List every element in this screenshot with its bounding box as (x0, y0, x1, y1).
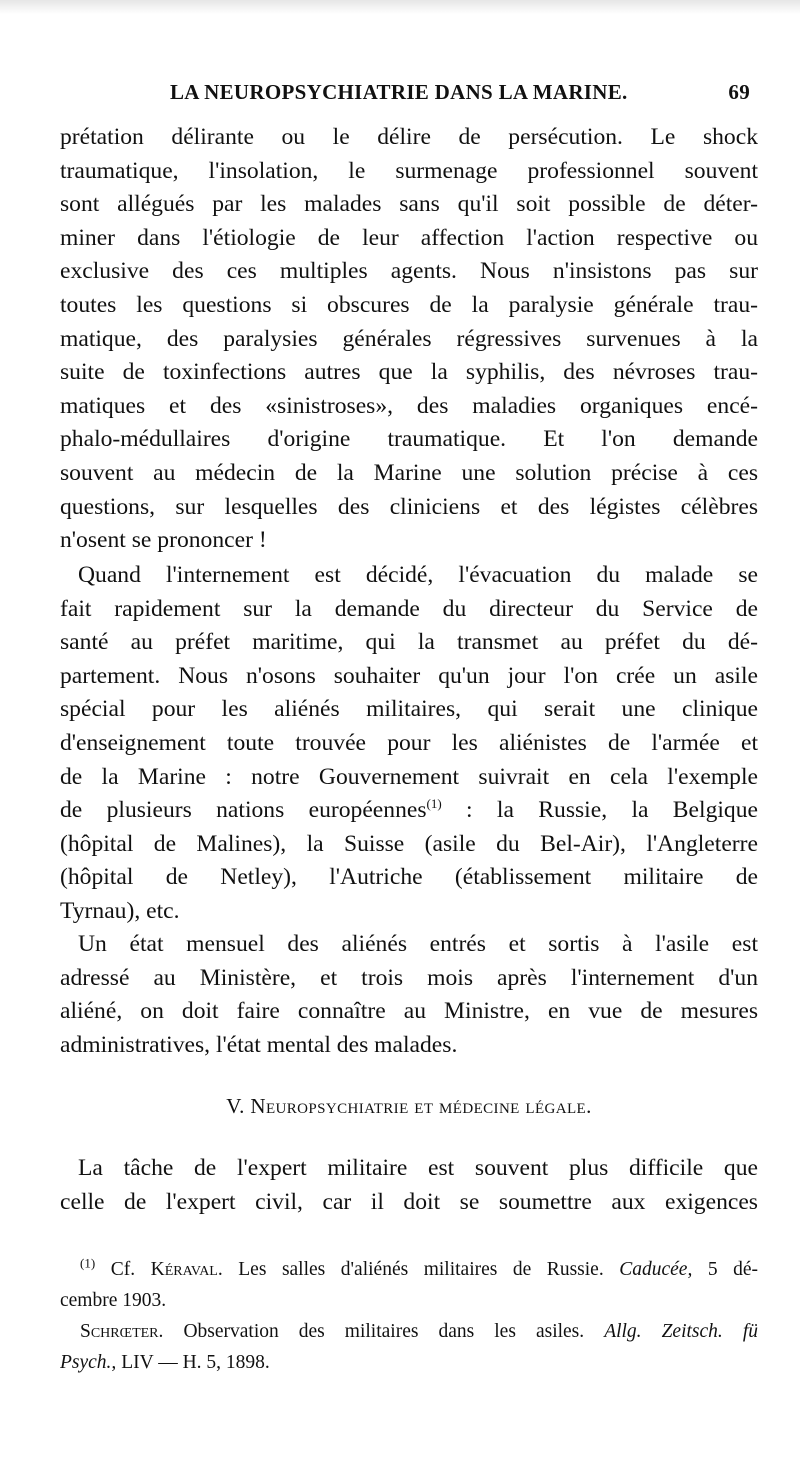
text-line: phalo-médullaires d'origine traumatique. Et l'on demande (60, 426, 758, 453)
page-number: 69 (728, 80, 750, 104)
footnote-cf: Cf. (110, 1259, 136, 1280)
footnote-2-continued (60, 1347, 758, 1378)
text-line: fait rapidement sur la demande du directeur du Service de (60, 595, 758, 622)
text-line: traumatique, l'insolation, le surmenage professionnel souvent (60, 157, 758, 184)
paragraph-4 (60, 1152, 758, 1219)
footnote-text: Observation des militaires dans les asiles. (183, 1321, 585, 1342)
footnote-journal: Allg. Zeitsch. fü (604, 1321, 758, 1342)
text-line: matique, des paralysies générales régressives survenues à la (60, 325, 758, 352)
running-title: LA NEUROPSYCHIATRIE DANS LA MARINE. (170, 80, 628, 104)
text-line: celle de l'expert civil, car il doit se soumettre aux exigences (60, 1188, 758, 1215)
text-line: partement. Nous n'osons souhaiter qu'un jour l'on crée un asile (60, 662, 758, 689)
text-line: Tyrnau), etc. (60, 897, 180, 924)
footnotes (60, 1254, 758, 1378)
footnote-reference[interactable]: (1) (426, 796, 442, 812)
text-line: questions, sur lesquelles des cliniciens et des légistes célèbres (60, 493, 758, 520)
footnote-ref-detail: LIV — H. 5, 1898. (121, 1352, 270, 1373)
section-number: V. (226, 1094, 245, 1118)
text-line: suite de toxinfections autres que la syphilis, des névroses trau- (60, 359, 758, 386)
text-line: exclusive des ces multiples agents. Nous n'insistons pas sur (60, 258, 758, 285)
text-line: La tâche de l'expert militaire est souvent plus difficile que (78, 1155, 758, 1181)
footnote-text: Les salles d'aliénés militaires de Russie. (238, 1259, 604, 1280)
footnote-author: Schrœter. (80, 1321, 164, 1342)
text-line: aliéné, on doit faire connaître au Ministre, en vue de mesures (60, 998, 758, 1025)
text-line: toutes les questions si obscures de la paralysie générale trau- (60, 291, 758, 318)
text-segment: : la Russie, la Belgique (441, 797, 758, 824)
text-line: miner dans l'étiologie de leur affection l'action respective ou (60, 224, 758, 251)
text-line: sont allégués par les malades sans qu'il soit possible de déter- (60, 191, 758, 218)
footnote-date: 5 dé- (707, 1259, 758, 1280)
text-line: Quand l'internement est décidé, l'évacuation du malade se (78, 562, 758, 588)
footnote-journal: Psych., (60, 1352, 117, 1373)
text-line-with-footnote (60, 794, 758, 828)
scan-edge-shadow (0, 0, 800, 14)
paragraph-1 (60, 121, 758, 558)
paragraph-2 (60, 559, 758, 929)
text-line: santé au préfet maritime, qui la transmet au préfet du dé- (60, 629, 758, 656)
running-head (60, 80, 760, 112)
text-line: souvent au médecin de la Marine une solution précise à ces (60, 459, 758, 486)
text-line: adressé au Ministère, et trois mois après l'internement d'un (60, 964, 758, 991)
text-line: spécial pour les aliénés militaires, qui serait une clinique (60, 696, 758, 723)
text-line: prétation délirante ou le délire de persécution. Le shock (60, 124, 758, 150)
section-heading (60, 1094, 758, 1119)
paragraph-3 (60, 928, 758, 1062)
footnote-mark: (1) (80, 1255, 96, 1271)
footnote-2 (60, 1316, 758, 1347)
footnote-author: Kéraval. (150, 1259, 223, 1280)
text-line: (hôpital de Netley), l'Autriche (établissement militaire de (60, 864, 758, 891)
text-line: n'osent se prononcer ! (60, 527, 267, 554)
text-line: d'enseignement toute trouvée pour les aliénistes de l'armée et (60, 729, 758, 756)
text-line: matiques et des «sinistroses», des maladies organiques encé- (60, 392, 758, 419)
text-line: (hôpital de Malines), la Suisse (asile du Bel-Air), l'Angleterre (60, 830, 758, 857)
section-title: Neuropsychiatrie et médecine légale. (250, 1094, 592, 1118)
text-line: de la Marine : notre Gouvernement suivrait en cela l'exemple (60, 763, 758, 790)
footnote-1-continued: cembre 1903. (60, 1290, 167, 1311)
text-line: administratives, l'état mental des malades. (60, 1031, 458, 1058)
footnote-journal: Caducée, (619, 1259, 693, 1280)
text-segment: de plusieurs nations européennes (60, 797, 427, 824)
text-line: Un état mensuel des aliénés entrés et sortis à l'asile est (78, 931, 758, 957)
footnote-1 (60, 1254, 758, 1285)
